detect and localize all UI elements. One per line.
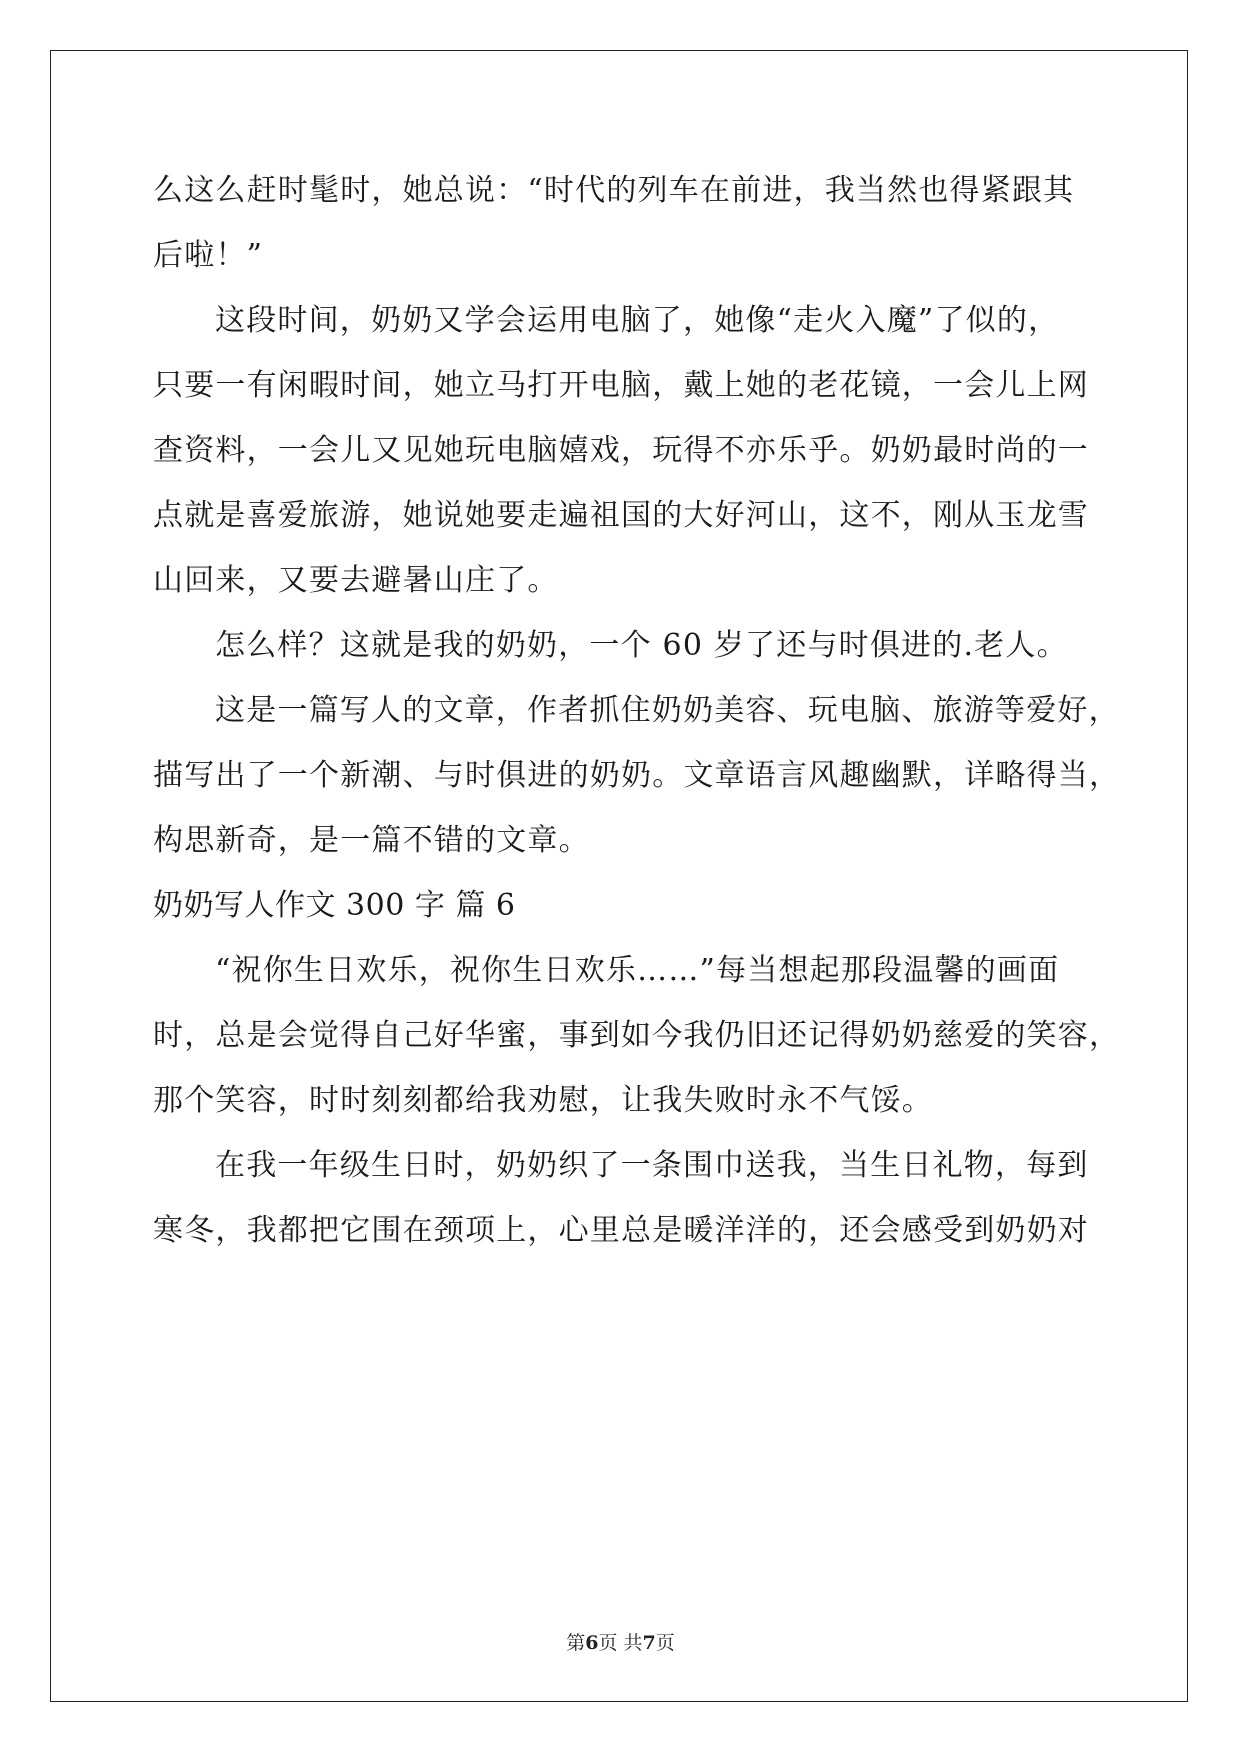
text-line: 只要一有闲暇时间，她立马打开电脑，戴上她的老花镜，一会儿上网 bbox=[153, 368, 1089, 403]
document-body bbox=[153, 158, 1121, 1263]
text-line: 后啦！” bbox=[153, 238, 264, 273]
footer-prefix: 第 bbox=[566, 1632, 586, 1654]
text-line: 山回来，又要去避暑山庄了。 bbox=[153, 563, 559, 598]
text-line: 描写出了一个新潮、与时俱进的奶奶。文章语言风趣幽默，详略得当， bbox=[153, 758, 1121, 793]
text-line: 么这么赶时髦时，她总说：“时代的列车在前进，我当然也得紧跟其 bbox=[153, 173, 1075, 208]
paragraph-start: 怎么样？这就是我的奶奶，一个 60 岁了还与时俱进的.老人。 bbox=[215, 628, 1068, 663]
page-number-footer bbox=[0, 1628, 1241, 1655]
text-line: 查资料，一会儿又见她玩电脑嬉戏，玩得不亦乐乎。奶奶最时尚的一 bbox=[153, 433, 1089, 468]
paragraph-start: “祝你生日欢乐，祝你生日欢乐……”每当想起那段温馨的画面 bbox=[215, 953, 1060, 988]
total-page-number: 7 bbox=[642, 1632, 656, 1654]
paragraph-start: 在我一年级生日时，奶奶织了一条围巾送我，当生日礼物，每到 bbox=[215, 1148, 1089, 1183]
section-heading: 奶奶写人作文 300 字 篇 6 bbox=[153, 888, 516, 923]
text-line: 那个笑容，时时刻刻都给我劝慰，让我失败时永不气馁。 bbox=[153, 1083, 933, 1118]
footer-middle: 页 共 bbox=[598, 1632, 643, 1654]
text-line: 构思新奇，是一篇不错的文章。 bbox=[153, 823, 590, 858]
text-line: 时，总是会觉得自己好华蜜，事到如今我仍旧还记得奶奶慈爱的笑容， bbox=[153, 1018, 1121, 1053]
paragraph-start: 这段时间，奶奶又学会运用电脑了，她像“走火入魔”了似的， bbox=[215, 303, 1060, 338]
footer-suffix: 页 bbox=[655, 1632, 675, 1654]
current-page-number: 6 bbox=[585, 1632, 599, 1654]
paragraph-start: 这是一篇写人的文章，作者抓住奶奶美容、玩电脑、旅游等爱好， bbox=[215, 693, 1120, 728]
text-line: 点就是喜爱旅游，她说她要走遍祖国的大好河山，这不，刚从玉龙雪 bbox=[153, 498, 1089, 533]
text-line: 寒冬，我都把它围在颈项上，心里总是暖洋洋的，还会感受到奶奶对 bbox=[153, 1213, 1089, 1248]
